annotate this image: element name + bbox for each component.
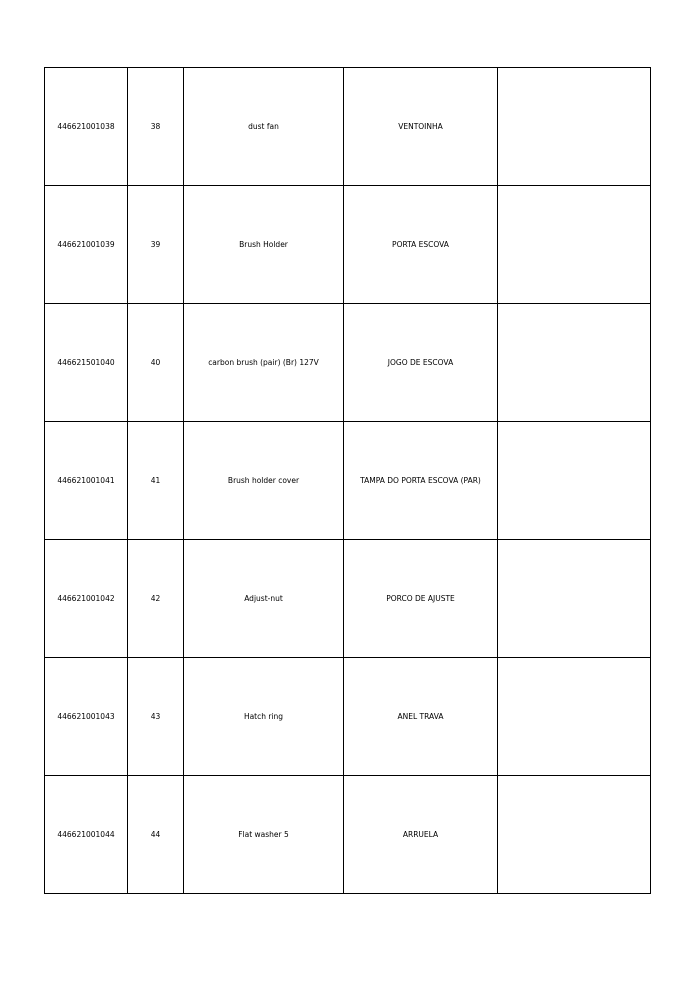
notes-cell — [498, 658, 651, 776]
description-en-cell: Brush holder cover — [184, 422, 344, 540]
item-number-cell: 40 — [128, 304, 184, 422]
item-number-cell: 43 — [128, 658, 184, 776]
table-row — [45, 186, 651, 304]
notes-cell — [498, 186, 651, 304]
description-pt-cell: PORTA ESCOVA — [344, 186, 498, 304]
item-number-cell: 44 — [128, 776, 184, 894]
description-en-cell: Brush Holder — [184, 186, 344, 304]
description-pt-cell: VENTOINHA — [344, 68, 498, 186]
table-row — [45, 68, 651, 186]
parts-table — [44, 67, 651, 894]
notes-cell — [498, 422, 651, 540]
item-number-cell: 38 — [128, 68, 184, 186]
part-code-cell: 446621001042 — [45, 540, 128, 658]
notes-cell — [498, 304, 651, 422]
part-code-cell: 446621001038 — [45, 68, 128, 186]
item-number-cell: 42 — [128, 540, 184, 658]
notes-cell — [498, 68, 651, 186]
table-row — [45, 540, 651, 658]
table-row — [45, 776, 651, 894]
table-row — [45, 658, 651, 776]
item-number-cell: 39 — [128, 186, 184, 304]
part-code-cell: 446621001039 — [45, 186, 128, 304]
item-number-cell: 41 — [128, 422, 184, 540]
part-code-cell: 446621501040 — [45, 304, 128, 422]
table-row — [45, 422, 651, 540]
part-code-cell: 446621001043 — [45, 658, 128, 776]
description-pt-cell: ANEL TRAVA — [344, 658, 498, 776]
description-pt-cell: JOGO DE ESCOVA — [344, 304, 498, 422]
table-row — [45, 304, 651, 422]
description-pt-cell: TAMPA DO PORTA ESCOVA (PAR) — [344, 422, 498, 540]
description-en-cell: dust fan — [184, 68, 344, 186]
description-en-cell: carbon brush (pair) (Br) 127V — [184, 304, 344, 422]
description-en-cell: Adjust-nut — [184, 540, 344, 658]
part-code-cell: 446621001044 — [45, 776, 128, 894]
part-code-cell: 446621001041 — [45, 422, 128, 540]
notes-cell — [498, 540, 651, 658]
description-pt-cell: PORCO DE AJUSTE — [344, 540, 498, 658]
notes-cell — [498, 776, 651, 894]
description-pt-cell: ARRUELA — [344, 776, 498, 894]
description-en-cell: Hatch ring — [184, 658, 344, 776]
description-en-cell: Flat washer 5 — [184, 776, 344, 894]
